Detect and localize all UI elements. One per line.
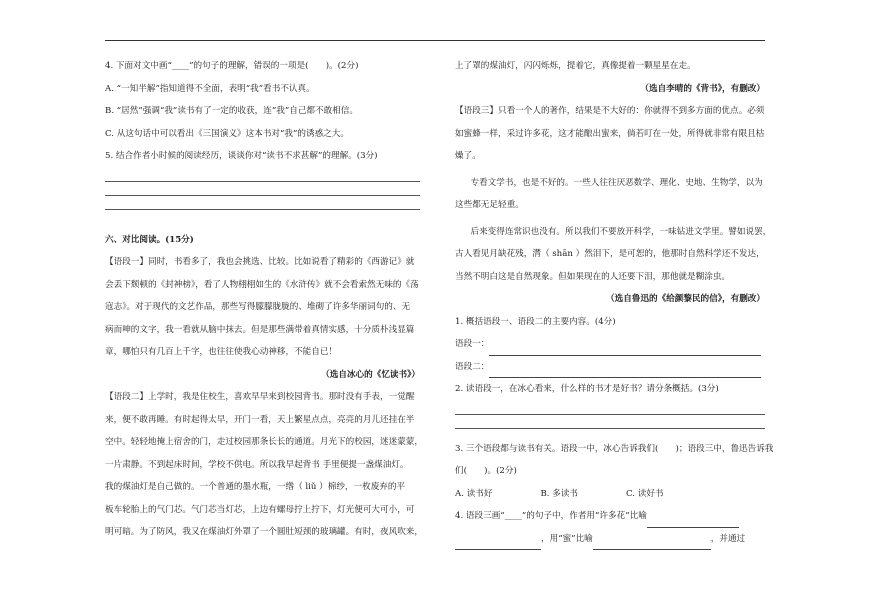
- passage2-line-3: 空中。轻轻地掩上宿舍的门，走过校园那条长长的通道。月光下的校园，迷迷蒙蒙，: [105, 437, 423, 447]
- passage2-line-5: 我的煤油灯是自己做的。一个普通的墨水瓶，一绺（ liǔ ）棉纱，一枚废弃的平: [105, 482, 406, 492]
- top-border-rule: [105, 40, 765, 41]
- passage3-para3-line-1: 后来变得连常识也没有。所以我们不要放开科学，一味钻进文学里。譬如说罢，: [470, 226, 772, 237]
- rq4-blank-3[interactable]: [593, 537, 711, 550]
- passage1-line-2: 会丢下颓顿的《封神榜》，看了人物栩栩如生的《水浒传》就不会看索然无味的《荡: [105, 279, 419, 290]
- rq3-option-c[interactable]: C. 读好书: [626, 488, 664, 499]
- passage2-line-2: 来，便不敢再睡。有时起得太早，开门一看，天上繁星点点，亮亮的月儿还挂在半: [105, 414, 415, 425]
- rq4-blank-2[interactable]: [455, 537, 541, 550]
- rq1-blank-2[interactable]: [489, 365, 761, 378]
- passage3-line-2: 如蜜蜂一样，采过许多花，这才能酿出蜜来，倘若叮在一处，所得就非常有限且枯: [455, 128, 765, 139]
- rq3-options: [455, 483, 765, 506]
- q4-option-a: A. “一知半解”指知道得不全面，表明“我”看书不认真。: [105, 83, 315, 94]
- passage2-line-7: 明可暗。为了防风，我又在煤油灯外罩了一个圆肚短颈的玻璃罐。有时，夜风吹来，: [105, 527, 423, 537]
- rq2-stem: 2. 读语段一，在冰心看来，什么样的书才是好书？请分条概括。(3分): [455, 384, 719, 394]
- rq3-option-b[interactable]: B. 多读书: [540, 488, 579, 499]
- rq2-answer-line-1[interactable]: [455, 414, 765, 415]
- rq1-answer-1: [455, 333, 765, 356]
- passage1-line-1: 【语段一】同时，书看多了，我也会挑选、比较。比如说看了精彩的《西游记》就: [105, 257, 415, 267]
- passage3-source: （选自鲁迅的《给颜黎民的信》，有删改）: [606, 294, 765, 304]
- passage2-source: （选自李晴的《背书》，有删改）: [640, 83, 765, 94]
- answer-line-1[interactable]: [105, 181, 420, 182]
- right-column: [455, 55, 774, 550]
- passage2-continued: 上了罩的煤油灯，闪闪烁烁，提着它，真像提着一颗星星在走。: [455, 61, 696, 71]
- rq1-blank-1[interactable]: [489, 343, 761, 356]
- rq1-stem: 1. 概括语段一、语段二的主要内容。(4分): [455, 316, 616, 327]
- rq1-label-1: 语段一：: [455, 339, 490, 349]
- rq3-option-a[interactable]: A. 读书好: [455, 488, 493, 499]
- left-column: [105, 55, 423, 544]
- answer-line-3[interactable]: [105, 209, 420, 210]
- passage3-para3-line-3: 当然不明白这是自然现象。但如果现在的人还要下泪，那他就是糊涂虫。: [455, 271, 731, 282]
- rq4-blank-1[interactable]: [647, 515, 739, 528]
- passage3-para3-line-2: 古人看见月缺花残，潸（ shān ）然泪下，是可恕的，他那时自然科学还不发达，: [455, 249, 765, 259]
- rq4-line-1: [455, 505, 765, 528]
- passage1-line-5: 章，哪怕只有几百上千字，也往往使我心动神移，不能自已！: [105, 347, 338, 357]
- rq4-text-2: ，用“蜜”比喻: [541, 533, 593, 544]
- rq3-line-1: 3. 三个语段都与读书有关。语段一中，冰心告诉我们( )；语段三中，鲁迅告诉我: [455, 443, 774, 454]
- rq4-text-1: 4. 语段三画“____”的句子中，作者用“许多花”比喻: [455, 511, 647, 521]
- q5-stem: 5. 结合作者小时候的阅读经历，谈谈你对“读书不求甚解”的理解。(3分): [105, 151, 378, 161]
- rq3-line-2: 们( )。(2分): [455, 466, 517, 476]
- rq4-text-3: ，并通过: [710, 533, 746, 544]
- passage3-para2-line-2: 这些都无足轻重。: [455, 200, 524, 210]
- answer-line-2[interactable]: [105, 195, 420, 196]
- section-six-title: 六、对比阅读。(15分): [105, 234, 194, 245]
- rq1-label-2: 语段二：: [455, 361, 490, 372]
- rq1-answer-2: [455, 356, 765, 379]
- passage3-line-3: 燥了。: [455, 151, 481, 161]
- q4-option-c: C. 从这句话中可以看出《三国演义》这本书对“我”的诱惑之大。: [105, 128, 349, 139]
- rq2-answer-line-2[interactable]: [455, 428, 765, 429]
- q4-option-b: B. “居然”强调“我”读书有了一定的收获，连“我”自己都不敢相信。: [105, 106, 358, 116]
- q4-stem: 4. 下面对文中画“____”的句子的理解，错误的一项是( )。(2分): [105, 61, 359, 71]
- passage2-line-4: 一片肃静。不到起床时间，学校不供电。所以我早起背书 手里便提一盏煤油灯。: [105, 459, 409, 470]
- passage1-line-3: 寇志》。对于现代的文艺作品，那些写得朦朦胧胧的、堆砌了许多华丽词句的、无: [105, 302, 411, 312]
- passage3-line-1: 【语段三】只看一个人的著作，结果是不大好的：你就得不到多方面的优点。必须: [455, 106, 765, 116]
- passage1-line-4: 病而呻的文字，我一看就从脑中抹去。但是那些满带着真情实感，十分质朴浅显篇: [105, 324, 415, 335]
- passage2-line-1: 【语段二】上学时，我是住校生，喜欢早早来到校园背书。那时没有手表，一觉醒: [105, 392, 415, 402]
- passage1-source: （选自冰心的《忆读书》）: [321, 369, 420, 380]
- rq4-line-2: [455, 528, 765, 551]
- passage2-line-6: 板车轮胎上的气门芯。气门芯当灯芯，上边有螺母拧上拧下，灯光便可大可小，可: [105, 504, 415, 515]
- passage3-para2-line-1: 专看文学书，也是不好的。一些人往往厌恶数学、理化、史地、生物学，以为: [470, 177, 763, 188]
